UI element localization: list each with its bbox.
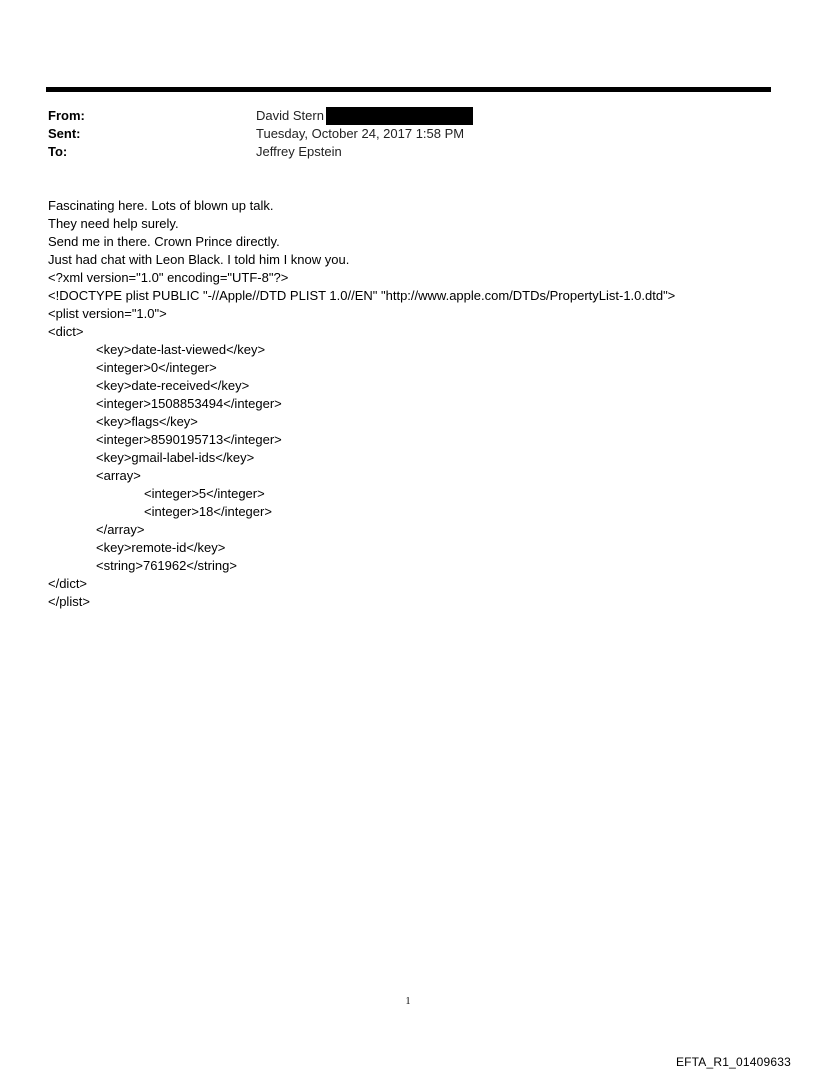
body-line: <array>	[96, 468, 141, 483]
body-line: Just had chat with Leon Black. I told him I know you.	[48, 252, 350, 267]
body-line: Fascinating here. Lots of blown up talk.	[48, 198, 274, 213]
body-line: <key>flags</key>	[96, 414, 198, 429]
header-divider	[46, 87, 771, 92]
body-line: <key>date-received</key>	[96, 378, 250, 393]
page-number: 1	[405, 996, 411, 1007]
body-line: They need help surely.	[48, 216, 179, 231]
body-line: <integer>18</integer>	[144, 504, 272, 519]
body-line: <integer>1508853494</integer>	[96, 396, 282, 411]
body-line: <dict>	[48, 324, 84, 339]
from-label: From:	[48, 108, 85, 123]
body-line: <!DOCTYPE plist PUBLIC "-//Apple//DTD PLIST 1.0//EN" "http://www.apple.com/DTDs/PropertyList-1.0.dtd">	[48, 288, 676, 303]
body-line: </array>	[96, 522, 145, 537]
sender-name: David Stern	[256, 108, 324, 123]
to-label: To:	[48, 144, 68, 159]
body-line: <key>remote-id</key>	[96, 540, 226, 555]
body-line: <?xml version="1.0" encoding="UTF-8"?>	[48, 270, 289, 285]
body-line: <string>761962</string>	[96, 558, 237, 573]
body-line: <integer>8590195713</integer>	[96, 432, 282, 447]
body-line: Send me in there. Crown Prince directly.	[48, 234, 280, 249]
body-line: <integer>5</integer>	[144, 486, 265, 501]
bates-number: EFTA_R1_01409633	[675, 1055, 791, 1069]
body-line: <integer>0</integer>	[96, 360, 217, 375]
to-value: Jeffrey Epstein	[256, 144, 342, 159]
body-line: <key>gmail-label-ids</key>	[96, 450, 255, 465]
email-body	[48, 197, 675, 611]
sent-value: Tuesday, October 24, 2017 1:58 PM	[256, 126, 465, 141]
body-line: </plist>	[48, 594, 90, 609]
body-line: <plist version="1.0">	[48, 306, 167, 321]
body-line: <key>date-last-viewed</key>	[96, 342, 266, 357]
body-line: </dict>	[48, 576, 88, 591]
redaction-block	[326, 107, 473, 125]
sent-label: Sent:	[48, 126, 81, 141]
from-value	[256, 107, 473, 125]
